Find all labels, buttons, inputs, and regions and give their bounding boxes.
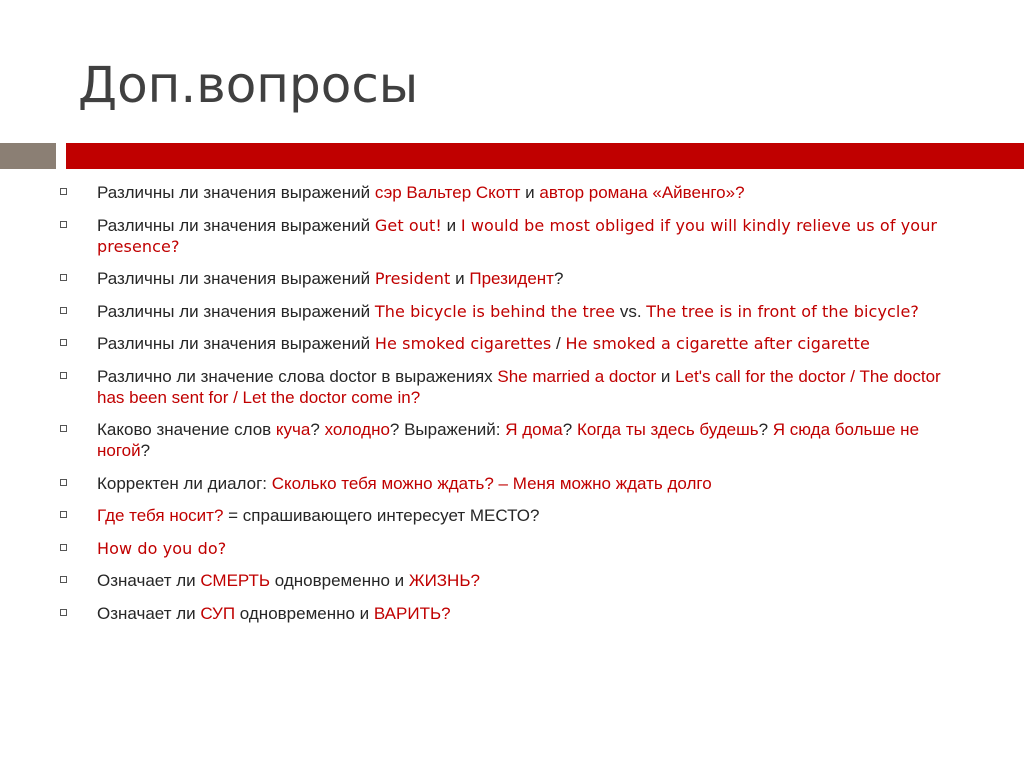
text-segment: Различны ли значения выражений bbox=[97, 183, 375, 202]
text-segment: ? bbox=[562, 420, 577, 439]
square-bullet-icon bbox=[60, 544, 67, 551]
text-segment: и bbox=[450, 269, 470, 288]
list-item bbox=[60, 419, 960, 461]
title-accent-bar-grey bbox=[0, 143, 56, 169]
text-segment: Различны ли значения выражений bbox=[97, 269, 375, 288]
list-item bbox=[60, 505, 960, 526]
highlighted-segment: Где тебя носит? bbox=[97, 506, 224, 525]
page-title: Доп.вопросы bbox=[78, 56, 419, 114]
highlighted-segment: Когда ты здесь будешь bbox=[576, 420, 759, 439]
text-segment: и bbox=[441, 215, 461, 235]
highlighted-segment: холодно bbox=[324, 420, 390, 439]
square-bullet-icon bbox=[60, 339, 67, 346]
highlighted-segment: President bbox=[374, 269, 451, 288]
list-item bbox=[60, 473, 960, 494]
question-list bbox=[60, 182, 960, 635]
text-segment: Каково значение слов bbox=[97, 420, 276, 439]
highlighted-segment: He smoked cigarettes bbox=[374, 334, 552, 353]
highlighted-segment: СМЕРТЬ bbox=[200, 571, 271, 590]
text-segment: Различны ли значения выражений bbox=[97, 301, 375, 321]
text-segment: и bbox=[520, 183, 540, 202]
text-segment: vs. bbox=[615, 301, 647, 321]
square-bullet-icon bbox=[60, 188, 67, 195]
list-item bbox=[60, 301, 960, 322]
highlighted-segment: Get out! bbox=[374, 215, 442, 235]
text-segment: ? bbox=[140, 441, 151, 460]
highlighted-segment: Сколько тебя можно ждать? – Меня можно ждать долго bbox=[271, 473, 712, 493]
text-segment: Означает ли bbox=[97, 571, 201, 590]
highlighted-segment: Я дома bbox=[505, 420, 563, 439]
highlighted-segment: автор романа «Айвенго»? bbox=[539, 183, 745, 202]
square-bullet-icon bbox=[60, 609, 67, 616]
list-item-text bbox=[97, 604, 451, 623]
highlighted-segment: The bicycle is behind the tree bbox=[374, 301, 616, 321]
text-segment: Различны ли значения выражений bbox=[97, 334, 375, 353]
list-item bbox=[60, 570, 960, 591]
highlighted-segment: Let's call for the doctor / The doctor has been sent for / Let the doctor come in? bbox=[97, 366, 941, 407]
list-item bbox=[60, 268, 960, 289]
highlighted-segment: Президент bbox=[469, 269, 554, 288]
square-bullet-icon bbox=[60, 479, 67, 486]
highlighted-segment: I would be most obliged if you will kindly relieve us of your presence? bbox=[97, 215, 938, 256]
text-segment: одновременно и bbox=[235, 603, 374, 623]
highlighted-segment: Я сюда больше не ногой bbox=[97, 420, 920, 460]
text-segment: Корректен ли диалог: bbox=[97, 473, 272, 493]
list-item-text bbox=[97, 506, 539, 525]
highlighted-segment: сэр Вальтер Скотт bbox=[374, 183, 521, 202]
text-segment: ? bbox=[758, 420, 773, 439]
text-segment: ? bbox=[310, 420, 325, 439]
text-segment: = спрашивающего интересует МЕСТО? bbox=[223, 506, 540, 525]
square-bullet-icon bbox=[60, 372, 67, 379]
list-item-text bbox=[97, 269, 563, 288]
square-bullet-icon bbox=[60, 425, 67, 432]
text-segment: в выражениях bbox=[376, 366, 498, 386]
highlighted-segment: ВАРИТЬ? bbox=[373, 603, 451, 623]
text-segment: Различно ли значение слова bbox=[97, 366, 330, 386]
list-item-text bbox=[97, 216, 937, 256]
highlighted-segment: The tree is in front of the bicycle? bbox=[646, 301, 919, 321]
list-item-text bbox=[97, 183, 745, 202]
square-bullet-icon bbox=[60, 511, 67, 518]
text-segment: Означает ли bbox=[97, 603, 201, 623]
list-item-text bbox=[97, 539, 226, 558]
list-item bbox=[60, 366, 960, 408]
list-item-text bbox=[97, 571, 480, 590]
list-item-text bbox=[97, 302, 919, 321]
title-accent-bar-red bbox=[66, 143, 1024, 169]
text-segment: Различны ли значения выражений bbox=[97, 215, 375, 235]
text-segment: и bbox=[656, 366, 676, 386]
list-item bbox=[60, 333, 960, 354]
text-segment: doctor bbox=[329, 366, 377, 386]
text-segment: ? bbox=[553, 269, 564, 288]
highlighted-segment: He smoked a cigarette after cigarette bbox=[565, 334, 870, 353]
square-bullet-icon bbox=[60, 307, 67, 314]
text-segment: / bbox=[551, 334, 566, 353]
list-item-text bbox=[97, 367, 941, 407]
highlighted-segment: СУП bbox=[200, 603, 236, 623]
square-bullet-icon bbox=[60, 274, 67, 281]
square-bullet-icon bbox=[60, 576, 67, 583]
highlighted-segment: куча bbox=[275, 420, 311, 439]
square-bullet-icon bbox=[60, 221, 67, 228]
highlighted-segment: How do you do? bbox=[97, 538, 227, 558]
list-item-text bbox=[97, 334, 870, 353]
text-segment: одновременно и bbox=[270, 571, 409, 590]
text-segment: ? Выражений: bbox=[389, 420, 506, 439]
highlighted-segment: She married a doctor bbox=[497, 366, 657, 386]
list-item bbox=[60, 182, 960, 203]
list-item-text bbox=[97, 474, 712, 493]
list-item bbox=[60, 215, 960, 257]
highlighted-segment: ЖИЗНЬ? bbox=[408, 571, 480, 590]
list-item-text bbox=[97, 420, 919, 460]
list-item bbox=[60, 538, 960, 559]
list-item bbox=[60, 603, 960, 624]
